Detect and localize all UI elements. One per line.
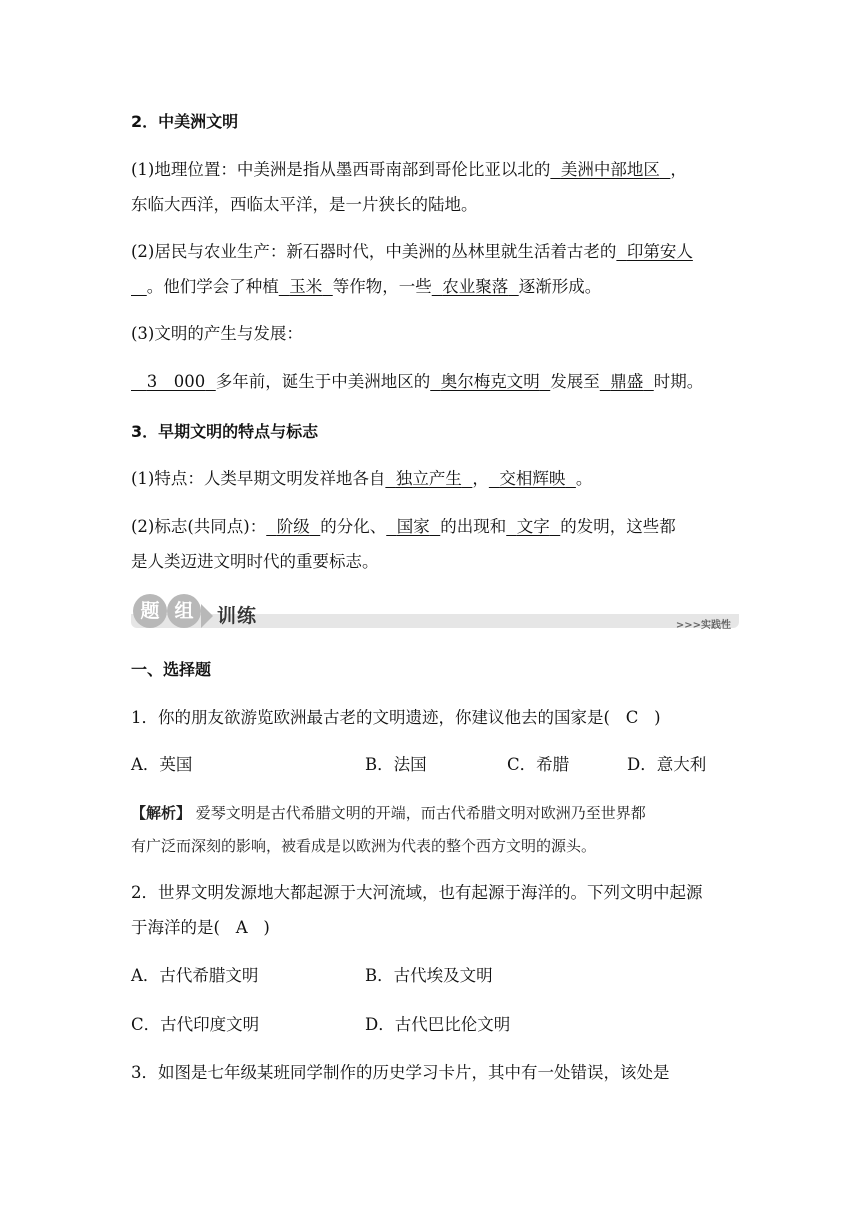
- option-d: D．意大利: [627, 755, 707, 774]
- text: 的出现和: [440, 517, 507, 536]
- text: (2)标志(共同点)：: [131, 517, 267, 536]
- fill-blank-answer: 文字: [516, 517, 550, 536]
- question-3-stem-line1: 3．如图是七年级某班同学制作的历史学习卡片，其中有一处错误，该处是: [131, 1063, 670, 1082]
- text: (1)特点：人类早期文明发祥地各自: [131, 469, 386, 488]
- features-paragraph: [131, 467, 592, 491]
- text: 的分化、: [320, 517, 387, 536]
- text: 时期。: [653, 372, 704, 391]
- analysis-line1: [131, 801, 646, 825]
- option-b: B．古代埃及文明: [365, 966, 493, 985]
- answer: A: [235, 918, 248, 937]
- residents-paragraph-line1: [131, 240, 693, 264]
- banner-tag: >>>实践性: [675, 620, 731, 631]
- text: 1．你的朋友欲游览欧洲最古老的文明遗迹，你建议他去的国家是(: [131, 708, 610, 727]
- banner-arrow-icon: [201, 604, 213, 628]
- text: 逐渐形成。: [518, 277, 602, 296]
- analysis-label: 【解析】: [131, 804, 192, 822]
- text: ，: [472, 469, 489, 488]
- question-2-stem-line2: [131, 916, 270, 940]
- text: 爱琴文明是古代希腊文明的开端，而古代希腊文明对欧洲乃至世界都: [195, 804, 646, 822]
- option-d: D．古代巴比伦文明: [365, 1015, 511, 1034]
- olmec-paragraph: [131, 370, 703, 394]
- text: ): [263, 918, 270, 937]
- text: 。他们学会了种植: [146, 277, 279, 296]
- text: (2)居民与农业生产：新石器时代，中美洲的丛林里就生活着古老的: [131, 242, 617, 261]
- fill-blank-answer: 美洲中部地区: [560, 160, 660, 179]
- text: 多年前，诞生于中美洲地区的: [215, 372, 431, 391]
- fill-blank-answer: 印第安人: [626, 242, 693, 261]
- option-a: A．英国: [131, 755, 193, 774]
- exercise-banner: [131, 592, 739, 636]
- fill-blank-answer: 国家: [396, 517, 430, 536]
- fill-blank-tail: [131, 277, 147, 296]
- geography-paragraph-line2: 东临大西洋，西临太平洋，是一片狭长的陆地。: [131, 195, 478, 214]
- fill-blank-answer: 独立产生: [395, 469, 462, 488]
- marks-paragraph-line1: [131, 515, 676, 539]
- fill-blank-answer: 玉米: [289, 277, 323, 296]
- fill-blank-answer: 交相辉映: [499, 469, 566, 488]
- option-a: A．古代希腊文明: [131, 966, 259, 985]
- text: 的发明，这些都: [560, 517, 676, 536]
- option-c: C．古代印度文明: [131, 1015, 260, 1034]
- answer: C: [625, 708, 639, 727]
- text: 等作物，一些: [332, 277, 432, 296]
- fill-blank-answer: 奥尔梅克文明: [440, 372, 540, 391]
- geography-paragraph-line1: [131, 158, 687, 182]
- banner-badge-2: 组: [167, 594, 201, 628]
- fill-blank-answer: 阶级: [276, 517, 310, 536]
- fill-blank-answer: 3 000: [146, 372, 206, 391]
- text: 于海洋的是(: [131, 918, 220, 937]
- text: ，: [670, 160, 687, 179]
- question-type-heading: 一、选择题: [131, 660, 212, 679]
- banner-badge-1: 题: [133, 594, 167, 628]
- analysis-line2: 有广泛而深刻的影响，被看成是以欧洲为代表的整个西方文明的源头。: [131, 837, 597, 855]
- banner-title: 训练: [217, 605, 258, 627]
- option-c: C．希腊: [507, 755, 570, 774]
- fill-blank-answer: 鼎盛: [610, 372, 644, 391]
- option-b: B．法国: [365, 755, 427, 774]
- section-heading-early-civilization: 3．早期文明的特点与标志: [131, 422, 319, 441]
- question-2-stem-line1: 2．世界文明发源地大都起源于大河流域，也有起源于海洋的。下列文明中起源: [131, 883, 703, 902]
- text: 。: [575, 469, 593, 488]
- text: ): [654, 708, 661, 727]
- text: (1)地理位置：中美洲是指从墨西哥南部到哥伦比亚以北的: [131, 160, 551, 179]
- text: 发展至: [550, 372, 600, 391]
- marks-paragraph-line2: 是人类迈进文明时代的重要标志。: [131, 552, 379, 571]
- question-1-stem: [131, 706, 661, 730]
- fill-blank-answer: 农业聚落: [442, 277, 509, 296]
- residents-paragraph-line2: [131, 275, 601, 299]
- civilization-heading: (3)文明的产生与发展：: [131, 324, 303, 343]
- section-heading-mesoamerica: 2．中美洲文明: [131, 112, 239, 131]
